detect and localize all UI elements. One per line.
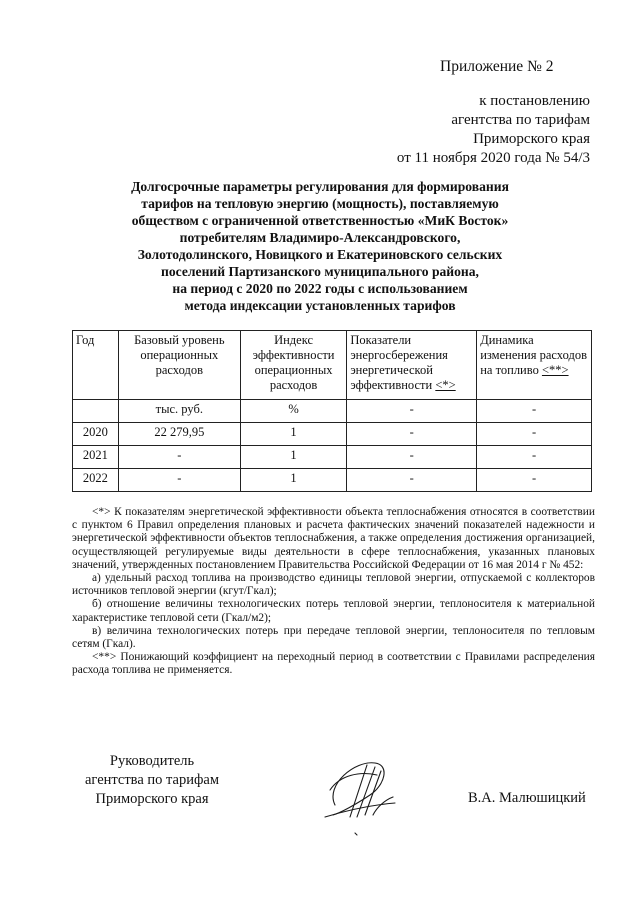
cell-energy: - (347, 446, 477, 469)
footnote: а) удельный расход топлива на производство единицы тепловой энергии, отпускаемой с коллекторов источников тепловой энергии (кгут/Гкал); (72, 572, 595, 598)
title-line: обществом с ограниченной ответственностью «МиК Восток» (131, 213, 509, 228)
cell-energy: - (347, 469, 477, 492)
title-line: метода индексации установленных тарифов (184, 298, 456, 313)
header-fuel-dynamics (477, 331, 592, 400)
title-line: Долгосрочные параметры регулирования для формирования (131, 179, 509, 194)
unit-fuel: - (477, 400, 592, 423)
footnote-ref-2: <**> (541, 363, 569, 377)
cell-year: 2020 (73, 423, 119, 446)
cell-energy: - (347, 423, 477, 446)
header-year: Год (73, 331, 119, 400)
header-fuel-dynamics-label: Динамика изменения расходов на топливо (480, 333, 587, 377)
position-line: агентства по тарифам (85, 772, 219, 788)
cell-base: 22 279,95 (118, 423, 240, 446)
header-efficiency-index: Индекс эффективности операционных расходов (240, 331, 347, 400)
header-energy-saving (347, 331, 477, 400)
footnote: б) отношение величины технологических потерь тепловой энергии, теплоносителя к материальной характеристике тепловой сети (Гкал/м2); (72, 598, 595, 624)
cell-base: - (118, 469, 240, 492)
footnote: в) величина технологических потерь при передаче тепловой энергии, теплоносителя по тепловым сетям (Гкал). (72, 624, 595, 651)
cell-year: 2022 (73, 469, 119, 492)
title-line: на период с 2020 по 2022 годы с использованием (172, 281, 468, 296)
approval-line: Приморского края (473, 131, 590, 147)
title-line: тарифов на тепловую энергию (мощность), поставляемую (141, 196, 499, 211)
document-title (80, 178, 560, 314)
handwritten-signature (315, 745, 405, 845)
cell-fuel: - (477, 423, 592, 446)
table-units-row (73, 400, 592, 423)
unit-base: тыс. руб. (118, 400, 240, 423)
footnote-ref-1: <*> (435, 378, 456, 392)
footnotes (72, 506, 595, 678)
table-row (73, 446, 592, 469)
cell-base: - (118, 446, 240, 469)
cell-index: 1 (240, 446, 347, 469)
approval-line: агентства по тарифам (451, 112, 590, 128)
unit-index: % (240, 400, 347, 423)
parameters-table (72, 330, 592, 492)
unit-year (73, 400, 119, 423)
cell-index: 1 (240, 469, 347, 492)
cell-year: 2021 (73, 446, 119, 469)
header-base-costs: Базовый уровень операционных расходов (118, 331, 240, 400)
table-row (73, 423, 592, 446)
cell-index: 1 (240, 423, 347, 446)
cell-fuel: - (477, 469, 592, 492)
table-row (73, 469, 592, 492)
signatory-position (72, 752, 232, 809)
approval-line: к постановлению (479, 93, 590, 109)
table-header-row (73, 331, 592, 400)
footnote: <**> Понижающий коэффициент на переходный период в соответствии с Правилами распределения расхода топлива не применяется. (72, 651, 595, 677)
unit-energy: - (347, 400, 477, 423)
header-energy-saving-label: Показатели энергосбережения энергетической эффективности (350, 333, 448, 392)
signatory-name: В.А. Малюшицкий (468, 790, 586, 806)
cell-fuel: - (477, 446, 592, 469)
appendix-number: Приложение № 2 (440, 58, 554, 75)
title-line: Золотодолинского, Новицкого и Екатериновского сельских (137, 247, 503, 262)
approval-line: от 11 ноября 2020 года № 54/3 (396, 150, 590, 166)
title-line: поселений Партизанского муниципального района, (161, 264, 479, 279)
position-line: Приморского края (95, 791, 209, 807)
position-line: Руководитель (109, 753, 195, 769)
title-line: потребителям Владимиро-Александровского, (179, 230, 461, 245)
footnote: <*> К показателям энергетической эффективности объекта теплоснабжения относятся в соответствии с пунктом 6 Правил определения плановых и расчета фактических значений показателей надежности и энергетической эффективности объектов теплоснабжения, а также определения достижения организацией, осуществляющей регулируемые виды деятельности в сфере теплоснабжения, указанных плановых значений, утвержденных постановлением Правительства Российской Федерации от 16 мая 2014 г № 452: (72, 506, 595, 571)
approval-block (380, 92, 590, 168)
